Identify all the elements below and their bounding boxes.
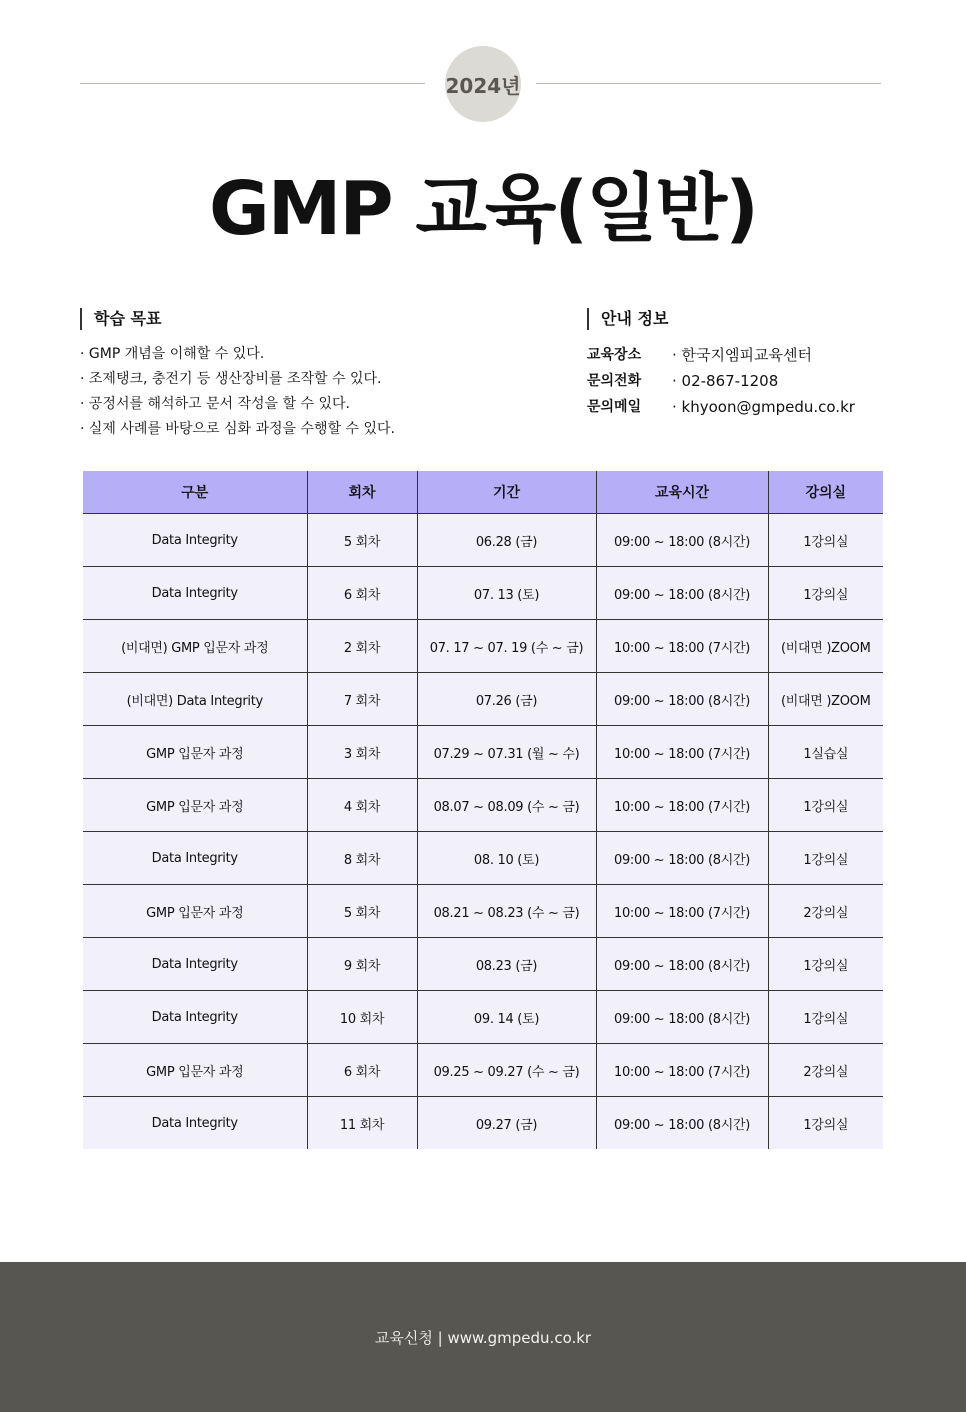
room-cell: 1강의실 bbox=[768, 514, 883, 567]
session-cell: 10 회차 bbox=[307, 991, 417, 1044]
period-cell: 09. 14 (토) bbox=[417, 991, 596, 1044]
info-key: 교육장소 bbox=[587, 347, 642, 363]
session-cell: 11 회차 bbox=[307, 1097, 417, 1150]
schedule-table-body bbox=[83, 514, 883, 1150]
time-cell: 10:00 ~ 18:00 (7시간) bbox=[596, 1044, 768, 1097]
footer bbox=[0, 1262, 966, 1412]
column-header: 구분 bbox=[83, 471, 307, 514]
goal-item: · 공정서를 해석하고 문서 작성을 할 수 있다. bbox=[80, 396, 350, 412]
table-header-row bbox=[83, 471, 883, 514]
table-row bbox=[83, 991, 883, 1044]
table-row bbox=[83, 832, 883, 885]
room-cell: 1강의실 bbox=[768, 938, 883, 991]
time-cell: 09:00 ~ 18:00 (8시간) bbox=[596, 567, 768, 620]
course-cell: Data Integrity bbox=[83, 832, 307, 885]
info-key: 문의메일 bbox=[587, 399, 642, 415]
time-cell: 10:00 ~ 18:00 (7시간) bbox=[596, 779, 768, 832]
info-value[interactable]: · khyoon@gmpedu.co.kr bbox=[672, 398, 855, 416]
period-cell: 09.27 (금) bbox=[417, 1097, 596, 1150]
table-row bbox=[83, 938, 883, 991]
time-cell: 09:00 ~ 18:00 (8시간) bbox=[596, 673, 768, 726]
session-cell: 2 회차 bbox=[307, 620, 417, 673]
time-cell: 09:00 ~ 18:00 (8시간) bbox=[596, 832, 768, 885]
period-cell: 07.26 (금) bbox=[417, 673, 596, 726]
info-section bbox=[587, 308, 907, 420]
session-cell: 4 회차 bbox=[307, 779, 417, 832]
course-cell: (비대면) GMP 입문자 과정 bbox=[83, 620, 307, 673]
session-cell: 6 회차 bbox=[307, 1044, 417, 1097]
session-cell: 9 회차 bbox=[307, 938, 417, 991]
course-cell: (비대면) Data Integrity bbox=[83, 673, 307, 726]
info-key: 문의전화 bbox=[587, 373, 642, 389]
session-cell: 5 회차 bbox=[307, 885, 417, 938]
year-badge: 2024년 bbox=[445, 46, 521, 122]
course-cell: GMP 입문자 과정 bbox=[83, 885, 307, 938]
goal-item: · GMP 개념을 이해할 수 있다. bbox=[80, 346, 265, 362]
period-cell: 08.23 (금) bbox=[417, 938, 596, 991]
table-row bbox=[83, 1097, 883, 1150]
time-cell: 10:00 ~ 18:00 (7시간) bbox=[596, 885, 768, 938]
time-cell: 10:00 ~ 18:00 (7시간) bbox=[596, 620, 768, 673]
room-cell: 2강의실 bbox=[768, 1044, 883, 1097]
course-cell: Data Integrity bbox=[83, 991, 307, 1044]
session-cell: 7 회차 bbox=[307, 673, 417, 726]
period-cell: 08.07 ~ 08.09 (수 ~ 금) bbox=[417, 779, 596, 832]
time-cell: 10:00 ~ 18:00 (7시간) bbox=[596, 726, 768, 779]
divider-right bbox=[536, 83, 881, 84]
period-cell: 06.28 (금) bbox=[417, 514, 596, 567]
room-cell: 1강의실 bbox=[768, 991, 883, 1044]
table-row bbox=[83, 885, 883, 938]
footer-link[interactable]: 교육신청 | www.gmpedu.co.kr bbox=[374, 1328, 592, 1347]
time-cell: 09:00 ~ 18:00 (8시간) bbox=[596, 1097, 768, 1150]
session-cell: 6 회차 bbox=[307, 567, 417, 620]
table-row bbox=[83, 620, 883, 673]
info-value[interactable]: · 02-867-1208 bbox=[672, 372, 779, 390]
session-cell: 5 회차 bbox=[307, 514, 417, 567]
session-cell: 8 회차 bbox=[307, 832, 417, 885]
course-cell: GMP 입문자 과정 bbox=[83, 726, 307, 779]
time-cell: 09:00 ~ 18:00 (8시간) bbox=[596, 514, 768, 567]
course-cell: Data Integrity bbox=[83, 514, 307, 567]
learning-goals-section bbox=[80, 308, 550, 442]
time-cell: 09:00 ~ 18:00 (8시간) bbox=[596, 938, 768, 991]
info-row-email bbox=[587, 394, 907, 420]
period-cell: 08. 10 (토) bbox=[417, 832, 596, 885]
course-cell: Data Integrity bbox=[83, 938, 307, 991]
divider-left bbox=[80, 83, 425, 84]
room-cell: 1실습실 bbox=[768, 726, 883, 779]
room-cell: 1강의실 bbox=[768, 779, 883, 832]
page-title: GMP 교육(일반) bbox=[209, 166, 757, 252]
year-banner bbox=[0, 46, 966, 122]
column-header: 회차 bbox=[307, 471, 417, 514]
course-cell: Data Integrity bbox=[83, 1097, 307, 1150]
period-cell: 08.21 ~ 08.23 (수 ~ 금) bbox=[417, 885, 596, 938]
goal-item: · 실제 사례를 바탕으로 심화 과정을 수행할 수 있다. bbox=[80, 421, 395, 437]
course-cell: Data Integrity bbox=[83, 567, 307, 620]
goal-item: · 조제탱크, 충전기 등 생산장비를 조작할 수 있다. bbox=[80, 371, 382, 387]
info-value: · 한국지엠피교육센터 bbox=[672, 346, 812, 364]
room-cell: 1강의실 bbox=[768, 567, 883, 620]
room-cell: (비대면 )ZOOM bbox=[768, 673, 883, 726]
course-cell: GMP 입문자 과정 bbox=[83, 779, 307, 832]
column-header: 교육시간 bbox=[596, 471, 768, 514]
period-cell: 07.29 ~ 07.31 (월 ~ 수) bbox=[417, 726, 596, 779]
learning-goals-heading: 학습 목표 bbox=[80, 308, 550, 330]
room-cell: 2강의실 bbox=[768, 885, 883, 938]
room-cell: 1강의실 bbox=[768, 1097, 883, 1150]
table-row bbox=[83, 673, 883, 726]
info-row-location bbox=[587, 342, 907, 368]
session-cell: 3 회차 bbox=[307, 726, 417, 779]
room-cell: 1강의실 bbox=[768, 832, 883, 885]
column-header: 기간 bbox=[417, 471, 596, 514]
info-heading: 안내 정보 bbox=[587, 308, 907, 330]
period-cell: 07. 13 (토) bbox=[417, 567, 596, 620]
table-row bbox=[83, 514, 883, 567]
time-cell: 09:00 ~ 18:00 (8시간) bbox=[596, 991, 768, 1044]
schedule-table bbox=[83, 471, 883, 1149]
period-cell: 07. 17 ~ 07. 19 (수 ~ 금) bbox=[417, 620, 596, 673]
table-row bbox=[83, 726, 883, 779]
column-header: 강의실 bbox=[768, 471, 883, 514]
period-cell: 09.25 ~ 09.27 (수 ~ 금) bbox=[417, 1044, 596, 1097]
table-row bbox=[83, 1044, 883, 1097]
table-row bbox=[83, 779, 883, 832]
room-cell: (비대면 )ZOOM bbox=[768, 620, 883, 673]
course-cell: GMP 입문자 과정 bbox=[83, 1044, 307, 1097]
info-row-phone bbox=[587, 368, 907, 394]
table-row bbox=[83, 567, 883, 620]
